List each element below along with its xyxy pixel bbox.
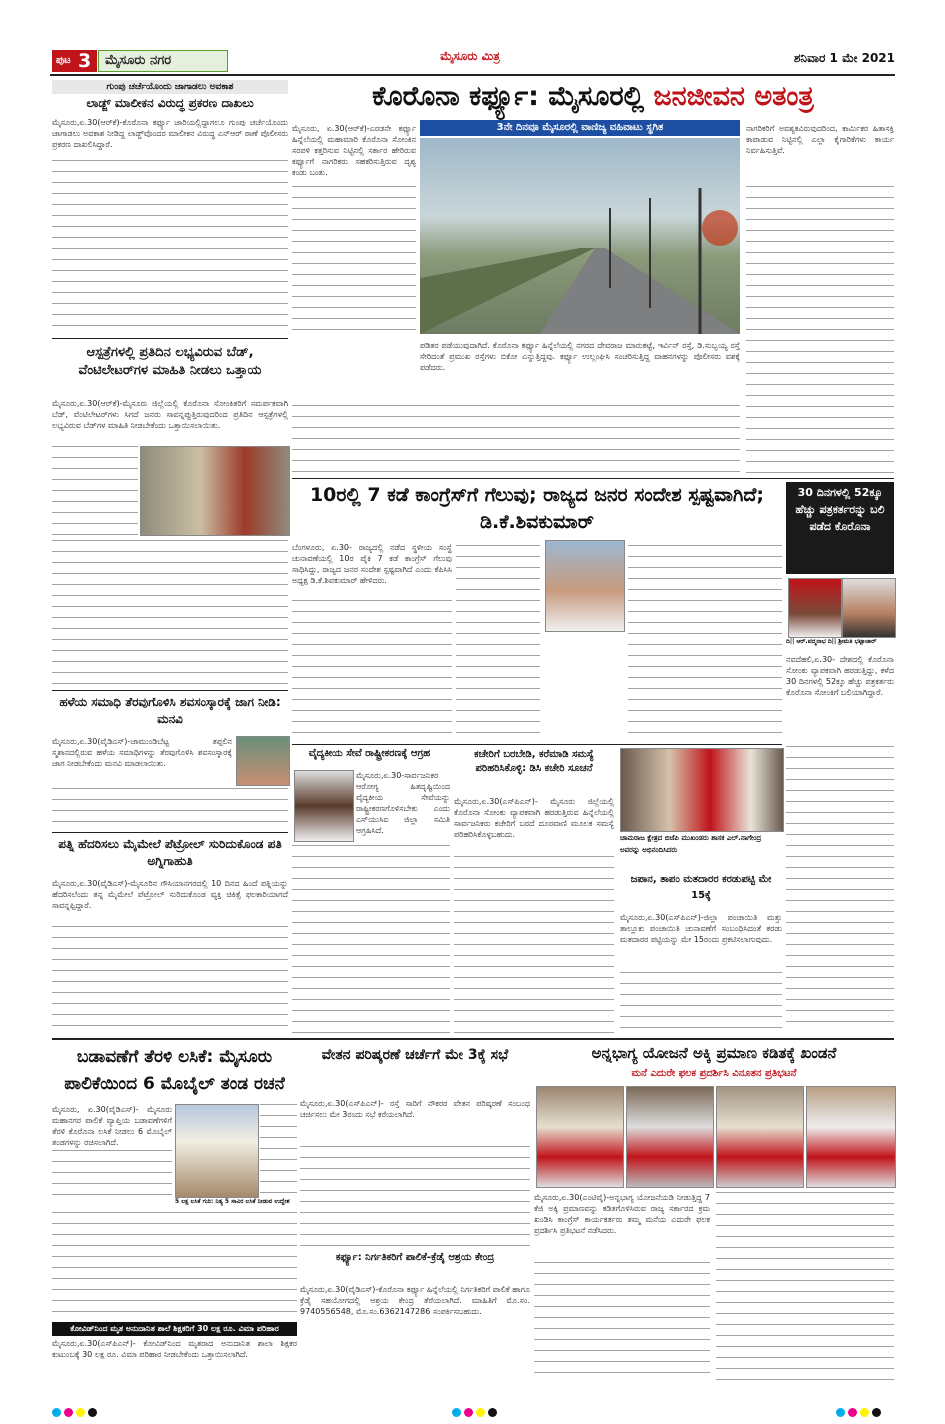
curfew-help-title: ಕರ್ಫ್ಯೂ: ನಿರ್ಗತಿಕರಿಗೆ ಪಾಲಿಕೆ-ಕ್ರೆಡೈ ಆಶ್ರಯ ಕೇಂದ್ರ [335,1252,495,1263]
annabhagya-subtitle: ಮನೆ ಎದುರೇ ಫಲಕ ಪ್ರದರ್ಶಿಸಿ ವಿನೂತನ ಪ್ರತಿಭಟನೆ [631,1068,797,1079]
salary-title: ವೇತನ ಪರಿಷ್ಕರಣೆ ಚರ್ಚೆಗೆ ಮೇ 3ಕ್ಕೆ ಸಭೆ [321,1047,509,1063]
curfew-mid-filler [292,405,740,475]
curfew-body-mid: ಪಡಿತರ ಪಡೆಯುವುದಾಗಿದೆ. ಕೊರೊನಾ ಕರ್ಫ್ಯೂ ಹಿನ್ನೆಲೆಯಲ್ಲಿ ನಗರದ ದೇವರಾಜ ಮಾರುಕಟ್ಟೆ, ಇರ್ವಿನ್ ರಸ್ತೆ, ಡಿ.ಸುಬ್ಬಯ್ಯ ರಸ್ತೆ ಸೇರಿದಂತೆ ಪ್ರಮುಖ ರಸ್ತೆಗಳು ಬಿಕೋ ಎನ್ನುತ್ತಿದ್ದವು. ಕರ್ಫ್ಯೂ ಉಲ್ಲಂಘಿಸಿ ಸಂಚರಿಸುತ್ತಿದ್ದ ವಾಹನಗಳನ್ನು ಪೊಲೀಸರು ವಶಕ್ಕೆ ಪಡೆದರು. [420,341,740,372]
salary-filler [300,1146,530,1248]
kacheri-body: ಮೈಸೂರು,ಏ.30(ಎಸ್‌ಪಿಎನ್)- ಮೈಸೂರು ಜಿಲ್ಲೆಯಲ್ಲಿ ಕೊರೊನಾ ಸೋಂಕು ವ್ಯಾಪಕವಾಗಿ ಹರಡುತ್ತಿರುವ ಹಿನ್ನೆಲೆಯಲ್ಲಿ ಸಾರ್ವಜನಿಕರು ಕಚೇರಿಗೆ ಬರದೆ ದೂರವಾಣಿ ಮೂಲಕ ಸಮಸ್ಯೆ ಪರಿಹರಿಸಿಕೊಳ್ಳಬಹುದು. [454,797,614,839]
row2-rule [292,744,782,745]
page-label: ಪುಟ [56,55,71,66]
badavane-filler-2 [260,1104,297,1196]
curfew-body-col2: ಮೈಸೂರು, ಏ.30(ಆರ್‌ಕೆ)-ಎರಡನೇ ಕರ್ಫ್ಯೂ ಹಿನ್ನೆಲೆಯಲ್ಲಿ ಮಹಾಮಾರಿ ಕೊರೊನಾ ಸೋಂಕಿನ ಸರಪಳಿ ಕತ್ತರಿಸುವ ನಿಟ್ಟಿನಲ್ಲಿ ಸರ್ಕಾರ ಹೇರಿರುವ ಕರ್ಫ್ಯೂಗೆ ನಾಗರಿಕರು ಸಹಕರಿಸುತ್ತಿರುವ ದೃಶ್ಯ ಕಂಡು ಬಂತು. [292,124,416,177]
garland-caption: ಚಾಮರಾಜ ಕ್ಷೇತ್ರದ ಬಿಜೆಪಿ ಮುಖಂಡರು ಶಾಸಕ ಎಲ್.ನಾಗೇಂದ್ರ ಅವರನ್ನು ಅಭಿನಂದಿಸಿದರು [620,834,762,854]
congress-filler [292,600,452,740]
protest-photo-2 [626,1086,714,1188]
annabhagya-title: ಅನ್ನಭಾಗ್ಯ ಯೋಜನೆ ಅಕ್ಕಿ ಪ್ರಮಾಣ ಕಡಿತಕ್ಕೆ ಖಂಡನೆ [591,1044,837,1062]
doctor-title: ವೈದ್ಯಕೀಯ ಸೇವೆ ರಾಷ್ಟ್ರೀಕರಣಕ್ಕೆ ಆಗ್ರಹ [308,748,431,759]
samadhi-title: ಹಳೆಯ ಸಮಾಧಿ ತೆರವುಗೊಳಿಸಿ ಶವಸಂಸ್ಕಾರಕ್ಕೆ ಜಾಗ ನೀಡಿ: ಮನವಿ [59,695,281,726]
badavane-caption: 5 ಲಕ್ಷ ಲಸಿಕೆ ಗುರಿ: ನಿತ್ಯ 5 ಸಾವಿರ ಲಸಿಕೆ ನೀಡುವ ಉದ್ದೇಶ [175,1198,290,1205]
col1-rule-3 [52,832,288,833]
garland-photo [620,748,784,832]
registration-marks [452,1402,512,1414]
magenta-dot [64,1408,73,1417]
japan-title: ಜಪಾನ, ತಾಪಂ ಮತದಾರರ ಕರಡುಪಟ್ಟಿ ಮೇ 15ಕ್ಕೆ [630,874,772,901]
cyan-dot [452,1408,461,1417]
congress-title: 10ರಲ್ಲಿ 7 ಕಡೆ ಕಾಂಗ್ರೆಸ್‌ಗೆ ಗೆಲುವು; ರಾಜ್ಯದ ಜನರ ಸಂದೇಶ ಸ್ಪಷ್ಟವಾಗಿದೆ; ಡಿ.ಕೆ.ಶಿವಕುಮಾರ್ [309,484,765,533]
beds-body-filler-2 [52,540,288,685]
japan-filler [620,972,782,1034]
samadhi-portrait [236,736,290,786]
lodge-kicker: ಗುಂಪು ಚರ್ಚೆಯೊಂದು ಜಾಗಾಡಲು ಅವಕಾಶ [52,80,288,94]
magenta-dot [848,1408,857,1417]
lead-title [292,78,894,118]
petrol-filler [52,926,288,1032]
journalists-caption: ದಿ|| ಆರ್.ಪದ್ಮನಾಭ ದಿ|| ಶ್ರೀಮತಿ ಭಟ್ಟಾಚಾರ್ [786,638,877,645]
lodge-body-filler [52,160,288,332]
section-name: ಮೈಸೂರು ನಗರ [98,50,228,72]
yellow-dot [860,1408,869,1417]
annabhagya-filler-2 [716,1192,894,1380]
curfew-col2-filler [292,186,416,336]
col1-rule-1 [52,338,288,339]
kovid-body: ಮೈಸೂರು,ಏ.30(ಎಸ್‌ಪಿಎನ್)- ಕೋವಿಡ್‌ನಿಂದ ಮೃತರಾದ ಅನುದಾನಿತ ಶಾಲಾ ಶಿಕ್ಷಕರ ಕುಟುಂಬಕ್ಕೆ 30 ಲಕ್ಷ ರೂ. ವಿಮಾ ಪರಿಹಾರ ನೀಡಬೇಕೆಂದು ಒತ್ತಾಯಿಸಲಾಗಿದೆ. [52,1339,297,1359]
magenta-dot [464,1408,473,1417]
kacheri-title: ಕಚೇರಿಗೆ ಬರಬೇಡಿ, ಕರೆಮಾಡಿ ಸಮಸ್ಯೆ ಪರಿಹರಿಸಿಕೊಳ್ಳಿ: ಡಿಸಿ ಕಚೇರಿ ಸೂಚನೆ [474,749,594,774]
page-number: 3 [78,50,92,72]
road-illustration [420,138,740,334]
lead-rule [292,478,894,479]
badavane-body: ಮೈಸೂರು, ಏ.30(ವೈಡಿಎಸ್)- ಮೈಸೂರು ಮಹಾನಗರ ಪಾಲಿಕೆ ವ್ಯಾಪ್ತಿಯ ಬಡಾವಣೆಗಳಿಗೆ ತೆರಳಿ ಕೊರೊನಾ ಲಸಿಕೆ ನೀಡಲು 6 ಮೊಬೈಲ್ ತಂಡಗಳನ್ನು ರಚಿಸಲಾಗಿದೆ. [52,1105,172,1147]
beds-body: ಮೈಸೂರು,ಏ.30(ಆರ್‌ಕೆ)-ಮೈಸೂರು ಜಿಲ್ಲೆಯಲ್ಲಿ ಕೊರೊನಾ ಸೋಂಕಿತರಿಗೆ ಸಮರ್ಪಕವಾಗಿ ಬೆಡ್, ವೆಂಟಿಲೇಟರ್‌ಗಳು ಸಿಗದೆ ಜನರು ಸಾವನ್ನಪ್ಪುತ್ತಿರುವುದರಿಂದ ಪ್ರತಿದಿನ ಆಸ್ಪತ್ರೆಗಳಲ್ಲಿ ಲಭ್ಯವಿರುವ ಬೆಡ್‌ಗಳ ಮಾಹಿತಿ ನೀಡಬೇಕೆಂದು ಒತ್ತಾಯಿಸಲಾಯಿತು. [52,399,288,430]
samadhi-filler [52,788,288,828]
salary-body: ಮೈಸೂರು,ಏ.30(ಎಸ್‌ಪಿಎನ್)- ರಸ್ತೆ ಸಾರಿಗೆ ನೌಕರರ ವೇತನ ಪರಿಷ್ಕರಣೆ ಸಂಬಂಧ ಚರ್ಚಿಸಲು ಮೇ 3ರಂದು ಸಭೆ ಕರೆಯಲಾಗಿದೆ. [300,1099,530,1119]
registration-marks-right [836,1402,896,1414]
japan-body: ಮೈಸೂರು,ಏ.30(ಎಸ್‌ಪಿಎನ್)-ಜಿಲ್ಲಾ ಪಂಚಾಯಿತಿ ಮತ್ತು ತಾಲ್ಲೂಕು ಪಂಚಾಯಿತಿ ಚುನಾವಣೆಗೆ ಸಂಬಂಧಿಸಿದಂತೆ ಕರಡು ಮತದಾರರ ಪಟ್ಟಿಯನ್ನು ಮೇ 15ರಂದು ಪ್ರಕಟಿಸಲಾಗುವುದು. [620,913,782,944]
curfew-help-body: ಮೈಸೂರು,ಏ.30(ವೈಡಿಎಸ್)-ಕೊರೊನಾ ಕರ್ಫ್ಯೂ ಹಿನ್ನೆಲೆಯಲ್ಲಿ ನಿರ್ಗತಿಕರಿಗೆ ಪಾಲಿಕೆ ಹಾಗೂ ಕ್ರೆಡೈ ಸಹಯೋಗದಲ್ಲಿ ಆಶ್ರಯ ಕೇಂದ್ರ ತೆರೆಯಲಾಗಿದೆ. ಮಾಹಿತಿಗೆ ಮೊ.ಸಂ. 9740556548, ಮೊ.ಸಂ.6362147286 ಸಂಪರ್ಕಿಸಬಹುದು. [300,1285,530,1316]
beds-title: ಆಸ್ಪತ್ರೆಗಳಲ್ಲಿ ಪ್ರತಿದಿನ ಲಭ್ಯವಿರುವ ಬೆಡ್, ವೆಂಟಿಲೇಟರ್‌ಗಳ ಮಾಹಿತಿ ನೀಡಲು ಒತ್ತಾಯ [78,345,262,378]
annabhagya-filler [534,1262,710,1380]
lead-title-part1: ಕೊರೊನಾ ಕರ್ಫ್ಯೂ: ಮೈಸೂರಲ್ಲಿ [372,81,645,112]
doctor-filler [292,845,450,1035]
congress-body: ಬೆಂಗಳೂರು, ಏ.30- ರಾಜ್ಯದಲ್ಲಿ ನಡೆದ ಸ್ಥಳೀಯ ಸಂಸ್ಥೆ ಚುನಾವಣೆಯಲ್ಲಿ 10ರ ಪೈಕಿ 7 ಕಡೆ ಕಾಂಗ್ರೆಸ್ ಗೆಲುವು ಸಾಧಿಸಿದ್ದು, ರಾಜ್ಯದ ಜನರ ಸಂದೇಶ ಸ್ಪಷ್ಟವಾಗಿದೆ ಎಂದು ಕೆಪಿಸಿಸಿ ಅಧ್ಯಕ್ಷ ಡಿ.ಕೆ.ಶಿವಕುಮಾರ್ ಹೇಳಿದರು. [292,543,452,585]
journalist-photo-1 [788,578,842,638]
badavane-title: ಬಡಾವಣೆಗೆ ತೆರಳಿ ಲಸಿಕೆ: ಮೈಸೂರು ಪಾಲಿಕೆಯಿಂದ 6 ಮೊಬೈಲ್ ತಂಡ ರಚನೆ [64,1047,285,1094]
journalist-photo-2 [842,578,896,638]
petrol-title: ಪತ್ನಿ ಹೆದರಿಸಲು ಮೈಮೇಲೆ ಪೆಟ್ರೋಲ್ ಸುರಿದುಕೊಂಡ ಪತಿ ಅಗ್ನಿಗಾಹುತಿ [58,837,282,868]
date-line: ಶನಿವಾರ 1 ಮೇ 2021 [793,51,895,65]
badavane-filler [52,1150,172,1200]
bottom-band-rule [52,1038,894,1040]
protest-photo-3 [716,1086,804,1188]
doctor-photo [294,770,354,842]
empty-road-photo [420,138,740,334]
page-number-badge [52,50,97,72]
lead-subtitle: 3ನೇ ದಿನವೂ ಮೈಸೂರಲ್ಲಿ ವಾಣಿಜ್ಯ ವಹಿವಾಟು ಸ್ಥಗಿತ [420,120,740,136]
shivakumar-photo [545,540,625,632]
congress-filler-4 [628,545,782,740]
protest-photo-4 [806,1086,896,1188]
cyan-dot [836,1408,845,1417]
congress-filler-3 [456,545,540,740]
black-dot [872,1408,881,1417]
samadhi-body: ಮೈಸೂರು,ಏ.30(ವೈಡಿಎಸ್)-ಚಾಮುಂಡಿಬೆಟ್ಟ ತಪ್ಪಲಿನ ಸ್ಮಶಾನದಲ್ಲಿರುವ ಹಳೆಯ ಸಮಾಧಿಗಳನ್ನು ತೆರವುಗೊಳಿಸಿ ಶವಸಂಸ್ಕಾರಕ್ಕೆ ಜಾಗ ನೀಡಬೇಕೆಂದು ಮನವಿ ಮಾಡಲಾಯಿತು. [52,737,232,768]
registration-marks-left [52,1402,112,1414]
journalists-title: 30 ದಿನಗಳಲ್ಲಿ 52ಕ್ಕೂ ಹೆಚ್ಚು ಪತ್ರಕರ್ತರನ್ನು ಬಲಿ ಪಡೆದ ಕೊರೊನಾ [795,486,885,533]
badavane-filler-3 [52,1212,297,1322]
black-dot [488,1408,497,1417]
lodge-title: ಲಾಡ್ಜ್ ಮಾಲೀಕನ ವಿರುದ್ಧ ಪ್ರಕರಣ ದಾಖಲು [86,96,254,110]
curfew-col5-filler [746,186,894,476]
curfew-body-col5: ನಾಗರಿಕರಿಗೆ ಅವಶ್ಯಕವಿರುವುದರಿಂದ, ಕಾರ್ಮಿಕರ ಹಿತಾಸಕ್ತಿ ಕಾಪಾಡುವ ನಿಟ್ಟಿನಲ್ಲಿ ಎಲ್ಲಾ ಕೈಗಾರಿಕೆಗಳು ಕಾರ್ಯ ನಿರ್ವಹಿಸುತ್ತಿವೆ. [746,124,894,155]
yellow-dot [476,1408,485,1417]
petrol-body: ಮೈಸೂರು,ಏ.30(ವೈಡಿಎಸ್)-ಮೈಸೂರಿನ ಗೌಸಿಯಾನಗರದಲ್ಲಿ 10 ದಿನದ ಹಿಂದೆ ಪತ್ನಿಯನ್ನು ಹೆದರಿಸಲೆಂದು ತನ್ನ ಮೈಮೇಲೆ ಪೆಟ್ರೋಲ್ ಸುರಿದುಕೊಂಡ ವ್ಯಕ್ತಿ ಚಿಕಿತ್ಸೆ ಫಲಕಾರಿಯಾಗದೆ ಸಾವನ್ನಪ್ಪಿದ್ದಾರೆ. [52,879,288,910]
protest-photo [140,446,290,536]
yellow-dot [76,1408,85,1417]
lead-title-part2: ಜನಜೀವನ ಅತಂತ್ರ [653,81,814,112]
journalists-body: ನವದೆಹಲಿ,ಏ.30- ದೇಶದಲ್ಲಿ ಕೊರೊನಾ ಸೋಂಕು ವ್ಯಾಪಕವಾಗಿ ಹರಡುತ್ತಿದ್ದು, ಕಳೆದ 30 ದಿನಗಳಲ್ಲಿ 52ಕ್ಕೂ ಹೆಚ್ಚು ಪತ್ರಕರ್ತರು ಕೊರೊನಾ ಸೋಂಕಿಗೆ ಬಲಿಯಾಗಿದ್ದಾರೆ. [786,655,894,697]
journalists-filler [786,746,894,1030]
header-rule [50,74,895,76]
kovid-title: ಕೋವಿಡ್‌ನಿಂದ ಮೃತ ಅನುದಾನಿತ ಶಾಲೆ ಶಿಕ್ಷಕರಿಗೆ 30 ಲಕ್ಷ ರೂ. ವಿಮಾ ಪರಿಹಾರ [52,1322,297,1336]
cyan-dot [52,1408,61,1417]
palike-building-photo [175,1104,259,1198]
kacheri-filler [454,856,614,1034]
protest-photo-1 [536,1086,624,1188]
beds-body-filler [52,446,138,536]
black-dot [88,1408,97,1417]
masthead: ಮೈಸೂರು ಮಿತ್ರ [440,49,500,63]
lodge-body: ಮೈಸೂರು,ಏ.30(ಆರ್‌ಕೆ)-ಕೊರೊನಾ ಕರ್ಫ್ಯೂ ಜಾರಿಯಲ್ಲಿದ್ದಾಗಲೂ ಗುಂಪು ಚರ್ಚೆಯೊಂದು ಜಾಗಾಡಲು ಅವಕಾಶ ನೀಡಿದ್ದ ಲಾಡ್ಜ್‌ವೊಂದರ ಮಾಲೀಕನ ವಿರುದ್ಧ ಎನ್‌ಆರ್ ಠಾಣೆ ಪೊಲೀಸರು ಪ್ರಕರಣ ದಾಖಲಿಸಿದ್ದಾರೆ. [52,118,288,149]
col1-rule-2 [52,690,288,691]
annabhagya-body: ಮೈಸೂರು,ಏ.30(ಎಂಟಿವೈ)-ಅನ್ನಭಾಗ್ಯ ಯೋಜನೆಯಡಿ ನೀಡುತ್ತಿದ್ದ 7 ಕೆಜಿ ಅಕ್ಕಿ ಪ್ರಮಾಣವನ್ನು ಕಡಿತಗೊಳಿಸಿರುವ ರಾಜ್ಯ ಸರ್ಕಾರದ ಕ್ರಮ ಖಂಡಿಸಿ ಕಾಂಗ್ರೆಸ್ ಕಾರ್ಯಕರ್ತರು ತಮ್ಮ ಮನೆಯ ಎದುರೇ ಫಲಕ ಪ್ರದರ್ಶಿಸಿ ಪ್ರತಿಭಟನೆ ನಡೆಸಿದರು. [534,1193,710,1235]
doctor-body: ಮೈಸೂರು,ಏ.30-ಸಾರ್ವಜನಿಕರ ಆರೋಗ್ಯ ಹಿತದೃಷ್ಟಿಯಿಂದ ವೈದ್ಯಕೀಯ ಸೇವೆಯನ್ನು ರಾಷ್ಟ್ರೀಕರಣಗೊಳಿಸಬೇಕು ಎಂದು ಎಸ್‌ಯುಸಿಐ ಜಿಲ್ಲಾ ಸಮಿತಿ ಆಗ್ರಹಿಸಿದೆ. [356,771,450,835]
